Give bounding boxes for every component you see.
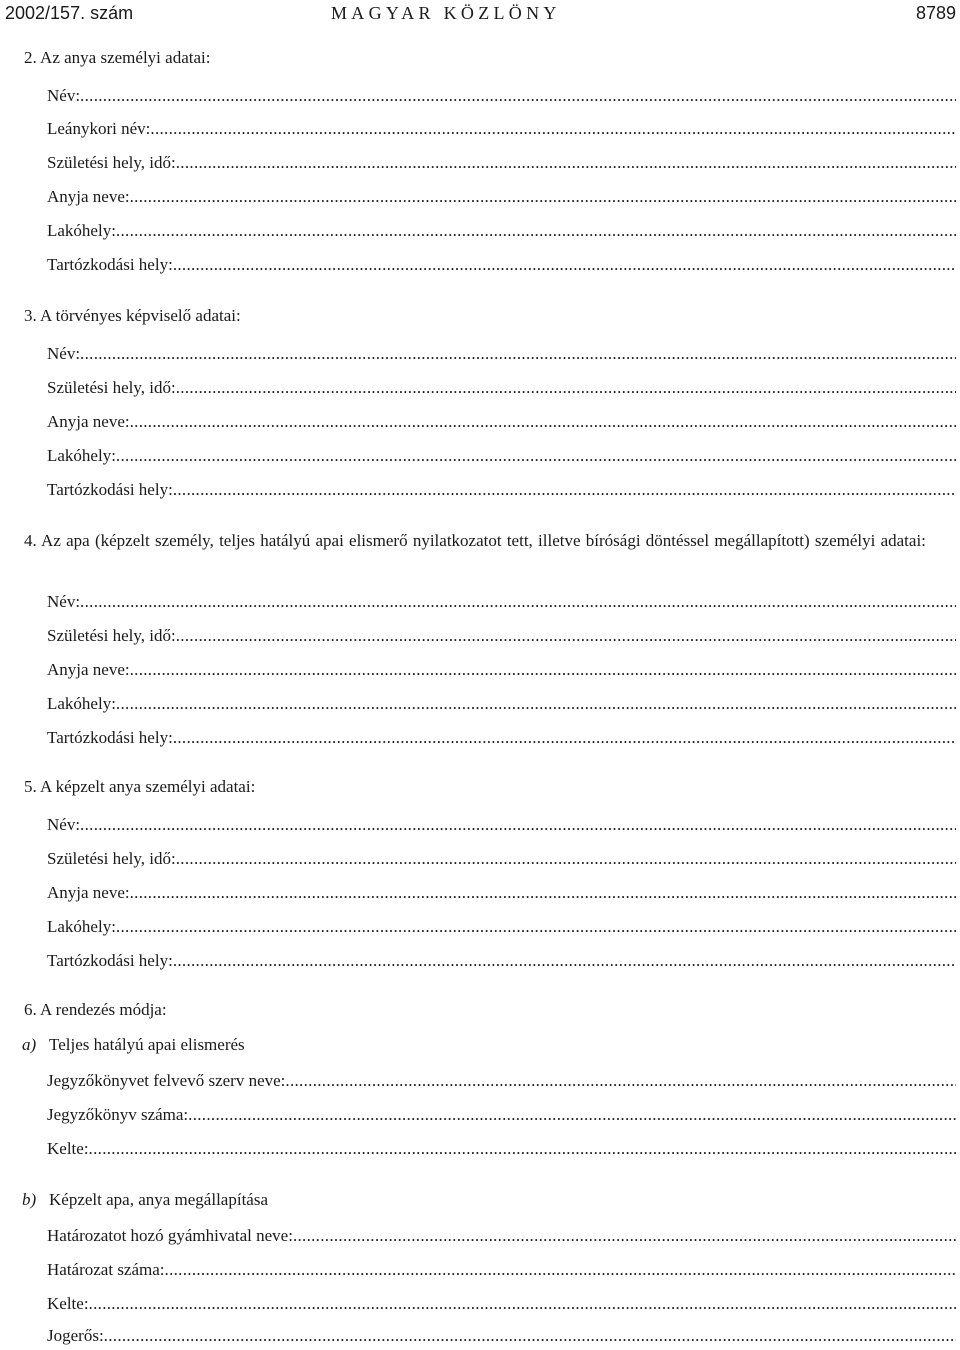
fill-in-line[interactable] <box>173 255 956 275</box>
subsection-title: Képzelt apa, anya megállapítása <box>49 1190 268 1209</box>
field-label: Leánykori név: <box>47 119 151 138</box>
fill-in-line[interactable] <box>80 344 956 364</box>
form-field-row <box>47 694 956 714</box>
form-field-row <box>47 1326 956 1346</box>
field-label: Lakóhely: <box>47 221 116 240</box>
fill-in-line[interactable] <box>176 849 956 869</box>
fill-in-line[interactable] <box>89 1139 956 1159</box>
form-field-row <box>47 883 956 903</box>
fill-in-line[interactable] <box>293 1226 956 1246</box>
fill-in-line[interactable] <box>176 626 956 646</box>
subsection-mark: a) <box>22 1035 37 1054</box>
form-field-row <box>47 1139 956 1159</box>
form-field-row <box>47 344 956 364</box>
form-field-row <box>47 1294 956 1314</box>
field-label: Anyja neve: <box>47 660 130 679</box>
page-header <box>5 3 956 25</box>
form-field-row <box>47 187 956 207</box>
fill-in-line[interactable] <box>116 221 956 241</box>
field-label: Lakóhely: <box>47 917 116 936</box>
form-field-row <box>47 660 956 680</box>
form-field-row <box>47 1105 956 1125</box>
section-heading-text: 4. Az apa (képzelt személy, teljes hatályú apai elismerő nyilatkozatot tett, illetve bírósági döntéssel megállapított) személyi adatai: <box>24 531 926 550</box>
fill-in-line[interactable] <box>116 917 956 937</box>
field-label: Tartózkodási hely: <box>47 728 173 747</box>
field-label: Lakóhely: <box>47 694 116 713</box>
journal-title: MAGYAR KÖZLÖNY <box>331 3 561 23</box>
fill-in-line[interactable] <box>176 378 956 398</box>
fill-in-line[interactable] <box>130 187 956 207</box>
subsection-heading-b <box>22 1190 268 1210</box>
fill-in-line[interactable] <box>104 1326 956 1346</box>
form-field-row <box>47 412 956 432</box>
section-heading-imaginary-mother: 5. A képzelt anya személyi adatai: <box>24 777 256 796</box>
field-label: Tartózkodási hely: <box>47 480 173 499</box>
field-label: Születési hely, idő: <box>47 626 176 645</box>
form-field-row <box>47 446 956 466</box>
section-heading-father <box>4 528 956 553</box>
fill-in-line[interactable] <box>116 446 956 466</box>
form-field-row <box>47 1071 956 1091</box>
field-label: Anyja neve: <box>47 883 130 902</box>
form-field-row <box>47 917 956 937</box>
form-field-row <box>47 626 956 646</box>
fill-in-line[interactable] <box>130 412 956 432</box>
form-field-row <box>47 153 956 173</box>
fill-in-line[interactable] <box>176 153 956 173</box>
field-label: Név: <box>47 592 81 611</box>
form-field-row <box>47 480 956 500</box>
form-field-row <box>47 1226 956 1246</box>
form-field-row <box>47 728 956 748</box>
section-heading-legal-representative: 3. A törvényes képviselő adatai: <box>24 306 241 325</box>
form-field-row <box>47 815 956 835</box>
fill-in-line[interactable] <box>130 883 956 903</box>
form-field-row <box>47 378 956 398</box>
section-heading-mother: 2. Az anya személyi adatai: <box>24 48 211 67</box>
subsection-title: Teljes hatályú apai elismerés <box>49 1035 245 1054</box>
form-field-row <box>47 592 956 612</box>
form-field-row <box>47 951 956 971</box>
issue-number: 2002/157. szám <box>5 3 134 23</box>
fill-in-line[interactable] <box>80 815 956 835</box>
field-label: Lakóhely: <box>47 446 116 465</box>
field-label: Anyja neve: <box>47 412 130 431</box>
form-field-row <box>47 86 956 106</box>
field-label: Kelte: <box>47 1139 89 1158</box>
fill-in-line[interactable] <box>173 951 956 971</box>
fill-in-line[interactable] <box>285 1071 956 1091</box>
fill-in-line[interactable] <box>173 480 956 500</box>
field-label: Születési hely, idő: <box>47 378 176 397</box>
field-label: Jogerős: <box>47 1326 104 1345</box>
fill-in-line[interactable] <box>188 1105 956 1125</box>
fill-in-line[interactable] <box>150 119 956 139</box>
field-label: Tartózkodási hely: <box>47 951 173 970</box>
fill-in-line[interactable] <box>130 660 956 680</box>
field-label: Születési hely, idő: <box>47 849 176 868</box>
field-label: Név: <box>47 815 81 834</box>
fill-in-line[interactable] <box>116 694 956 714</box>
field-label: Jegyzőkönyvet felvevő szerv neve: <box>47 1071 286 1090</box>
field-label: Határozatot hozó gyámhivatal neve: <box>47 1226 293 1245</box>
subsection-heading-a <box>22 1035 245 1055</box>
page-number: 8789 <box>915 3 956 23</box>
form-field-row <box>47 119 956 139</box>
form-field-row <box>47 849 956 869</box>
section-heading-settlement-method: 6. A rendezés módja: <box>24 1000 167 1019</box>
fill-in-line[interactable] <box>80 592 956 612</box>
form-field-row <box>47 1260 956 1280</box>
field-label: Anyja neve: <box>47 187 130 206</box>
fill-in-line[interactable] <box>89 1294 956 1314</box>
fill-in-line[interactable] <box>80 86 956 106</box>
field-label: Kelte: <box>47 1294 89 1313</box>
field-label: Név: <box>47 86 81 105</box>
field-label: Tartózkodási hely: <box>47 255 173 274</box>
fill-in-line[interactable] <box>173 728 956 748</box>
field-label: Határozat száma: <box>47 1260 165 1279</box>
subsection-mark: b) <box>22 1190 37 1209</box>
form-field-row <box>47 221 956 241</box>
field-label: Születési hely, idő: <box>47 153 176 172</box>
form-field-row <box>47 255 956 275</box>
fill-in-line[interactable] <box>165 1260 956 1280</box>
field-label: Jegyzőkönyv száma: <box>47 1105 189 1124</box>
field-label: Név: <box>47 344 81 363</box>
